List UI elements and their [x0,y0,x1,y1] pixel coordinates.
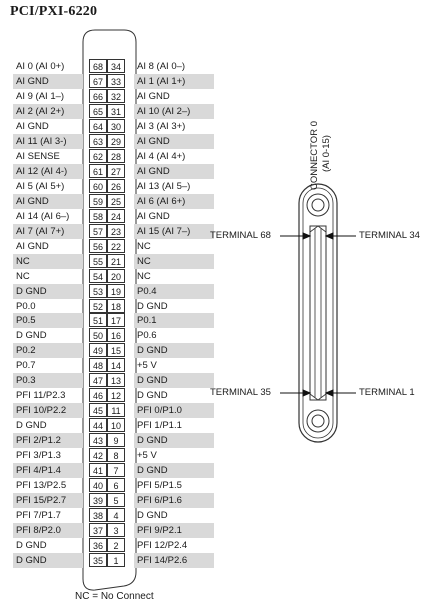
pin-number-right: 19 [107,284,125,298]
pin-right-signal: D GND [134,343,214,358]
pin-left-signal: PFI 3/P1.3 [16,450,61,462]
pin-number-right: 24 [107,209,125,223]
pin-row [13,284,305,299]
pin-right-signal: AI GND [137,210,170,222]
pin-number-left: 36 [89,538,107,552]
pin-right-signal: AI 8 (AI 0–) [137,61,186,72]
pin-left-signal: AI 0 (AI 0+) [16,61,65,72]
pin-left-signal: PFI 13/P2.5 [16,480,67,492]
terminal-68-label: TERMINAL 68 [210,230,271,241]
pin-right-signal: PFI 14/P2.6 [134,553,214,568]
pin-right-signal: AI 3 (AI 3+) [137,120,186,132]
pin-number-right: 26 [107,179,125,193]
pin-left-signal: PFI 8/P2.0 [13,523,83,538]
pin-number-left: 50 [89,328,107,342]
pin-number-left: 48 [89,358,107,372]
pin-row [13,179,305,194]
pin-row [13,164,305,179]
pin-number-right: 22 [107,239,125,253]
pin-row [13,538,305,553]
pin-number-left: 52 [89,299,107,313]
pin-number-right: 28 [107,149,125,163]
pin-number-right: 33 [107,74,125,88]
pin-row [13,59,305,74]
pin-row [13,463,305,478]
pin-number-left: 58 [89,209,107,223]
pin-row [13,269,305,284]
pin-number-left: 37 [89,523,107,537]
pin-number-left: 53 [89,284,107,298]
pin-number-left: 62 [89,149,107,163]
pin-right-signal: +5 V [137,360,157,372]
pin-row [13,448,305,463]
pin-right-signal: AI 4 (AI 4+) [137,150,186,162]
pin-left-signal: AI 12 (AI 4-) [13,164,83,179]
pin-number-left: 45 [89,403,107,417]
pin-right-signal: AI GND [134,164,214,179]
pin-right-signal: +5 V [137,450,157,462]
pin-row [13,254,305,269]
pin-number-right: 1 [107,553,125,567]
pin-left-signal: PFI 7/P1.7 [16,510,61,522]
pin-left-signal: D GND [16,330,47,342]
pin-right-signal: AI 15 (AI 7–) [134,224,214,239]
pin-number-left: 43 [89,433,107,447]
pin-number-left: 42 [89,448,107,462]
connector-subname: (AI 0-15) [321,135,332,172]
pin-number-left: 57 [89,224,107,238]
pin-number-left: 54 [89,269,107,283]
pin-number-right: 6 [107,478,125,492]
pin-right-signal: P0.1 [134,313,214,328]
pin-left-signal: PFI 10/P2.2 [13,403,83,418]
pin-number-left: 66 [89,89,107,103]
pin-right-signal: NC [137,240,151,252]
pin-row [13,313,305,328]
page-title: PCI/PXI-6220 [10,4,98,19]
pin-number-right: 4 [107,508,125,522]
pin-left-signal: P0.7 [16,360,36,372]
pin-number-left: 47 [89,373,107,387]
pin-left-signal: PFI 15/P2.7 [13,493,83,508]
pin-right-signal: D GND [134,433,214,448]
pin-number-left: 40 [89,478,107,492]
pin-number-right: 20 [107,269,125,283]
pin-row [13,553,305,568]
pin-left-signal: PFI 11/P2.3 [16,390,66,402]
pin-number-right: 30 [107,119,125,133]
pin-row [13,403,305,418]
pin-number-right: 13 [107,373,125,387]
pin-number-right: 14 [107,358,125,372]
pin-row [13,74,305,89]
pin-number-right: 29 [107,134,125,148]
pin-left-signal: D GND [13,553,83,568]
terminal-1-label: TERMINAL 1 [359,387,415,398]
pin-left-signal: P0.3 [13,373,83,388]
pin-right-signal: D GND [137,510,168,522]
pin-number-left: 55 [89,254,107,268]
pin-number-right: 9 [107,433,125,447]
pin-left-signal: NC [13,254,83,269]
pin-left-signal: AI GND [13,74,83,89]
pin-number-left: 44 [89,418,107,432]
pin-left-signal: P0.0 [16,300,36,312]
pin-right-signal: PFI 12/P2.4 [137,540,188,552]
pin-row [13,523,305,538]
pin-left-signal: PFI 4/P1.4 [13,463,83,478]
pin-number-right: 27 [107,164,125,178]
pin-number-left: 51 [89,313,107,327]
pin-right-signal: NC [137,270,151,282]
pin-left-signal: AI 5 (AI 5+) [16,180,65,192]
pin-number-left: 63 [89,134,107,148]
pin-number-right: 11 [107,403,125,417]
pin-number-left: 59 [89,194,107,208]
pin-row [13,478,305,493]
pin-row [13,328,305,343]
pin-number-left: 68 [89,59,107,73]
pin-right-signal: PFI 9/P2.1 [134,523,214,538]
pin-right-signal: AI 13 (AI 5–) [137,180,191,192]
pin-left-signal: AI 7 (AI 7+) [13,224,83,239]
pin-row [13,104,305,119]
pin-number-left: 35 [89,553,107,567]
pin-row [13,119,305,134]
pin-number-right: 18 [107,299,125,313]
pin-number-left: 61 [89,164,107,178]
pin-number-left: 39 [89,493,107,507]
pin-row [13,508,305,523]
pin-row [13,134,305,149]
pin-right-signal: PFI 5/P1.5 [137,480,182,492]
pin-row [13,194,305,209]
pin-right-signal: D GND [137,390,168,402]
pin-number-right: 31 [107,104,125,118]
pin-number-right: 15 [107,343,125,357]
connector-name: CONNECTOR 0 [309,121,320,190]
pin-left-signal: AI 11 (AI 3-) [13,134,83,149]
pin-right-signal: AI GND [137,90,170,102]
nc-note: NC = No Connect [75,591,154,602]
pin-left-signal: D GND [13,284,83,299]
pin-left-signal: AI 2 (AI 2+) [13,104,83,119]
pin-row [13,493,305,508]
pin-right-signal: AI 10 (AI 2–) [134,104,214,119]
pin-number-right: 12 [107,388,125,402]
pin-number-right: 32 [107,89,125,103]
pin-left-signal: PFI 2/P1.2 [13,433,83,448]
pin-number-right: 23 [107,224,125,238]
pin-number-left: 46 [89,388,107,402]
pin-number-right: 10 [107,418,125,432]
pin-number-right: 3 [107,523,125,537]
pin-number-left: 60 [89,179,107,193]
pin-number-right: 2 [107,538,125,552]
pin-row [13,299,305,314]
pin-number-right: 16 [107,328,125,342]
pin-right-signal: D GND [134,463,214,478]
pin-right-signal: AI 1 (AI 1+) [134,74,214,89]
pin-left-signal: AI SENSE [16,150,60,162]
pin-number-left: 64 [89,119,107,133]
pin-right-signal: PFI 0/P1.0 [134,403,214,418]
pin-left-signal: AI 14 (AI 6–) [16,210,70,222]
pin-right-signal: D GND [137,300,168,312]
pin-number-right: 25 [107,194,125,208]
pin-row [13,433,305,448]
pin-row [13,89,305,104]
pin-number-left: 56 [89,239,107,253]
pin-left-signal: D GND [16,540,47,552]
pin-number-right: 17 [107,313,125,327]
pin-number-left: 65 [89,104,107,118]
pin-left-signal: P0.2 [13,343,83,358]
pin-number-left: 41 [89,463,107,477]
pin-right-signal: AI 6 (AI 6+) [134,194,214,209]
pin-number-right: 5 [107,493,125,507]
pin-row [13,209,305,224]
pin-right-signal: D GND [134,373,214,388]
pin-right-signal: AI GND [134,134,214,149]
terminal-35-label: TERMINAL 35 [210,387,271,398]
pin-number-right: 21 [107,254,125,268]
pin-left-signal: NC [16,270,30,282]
pin-number-right: 7 [107,463,125,477]
pin-left-signal: AI GND [16,240,49,252]
pin-left-signal: P0.5 [13,313,83,328]
pin-right-signal: NC [134,254,214,269]
pin-row [13,149,305,164]
pin-right-signal: PFI 6/P1.6 [134,493,214,508]
pin-left-signal: AI GND [13,194,83,209]
pin-right-signal: P0.6 [137,330,157,342]
pin-row [13,358,305,373]
pin-left-signal: AI 9 (AI 1–) [16,90,65,102]
pin-number-left: 67 [89,74,107,88]
pin-number-right: 8 [107,448,125,462]
terminal-34-label: TERMINAL 34 [359,230,420,241]
pin-row [13,343,305,358]
pin-left-signal: AI GND [16,120,49,132]
pin-right-signal: P0.4 [134,284,214,299]
pin-number-right: 34 [107,59,125,73]
pin-number-left: 49 [89,343,107,357]
pin-row [13,418,305,433]
pin-number-left: 38 [89,508,107,522]
pin-right-signal: PFI 1/P1.1 [137,420,182,432]
pin-left-signal: D GND [16,420,47,432]
